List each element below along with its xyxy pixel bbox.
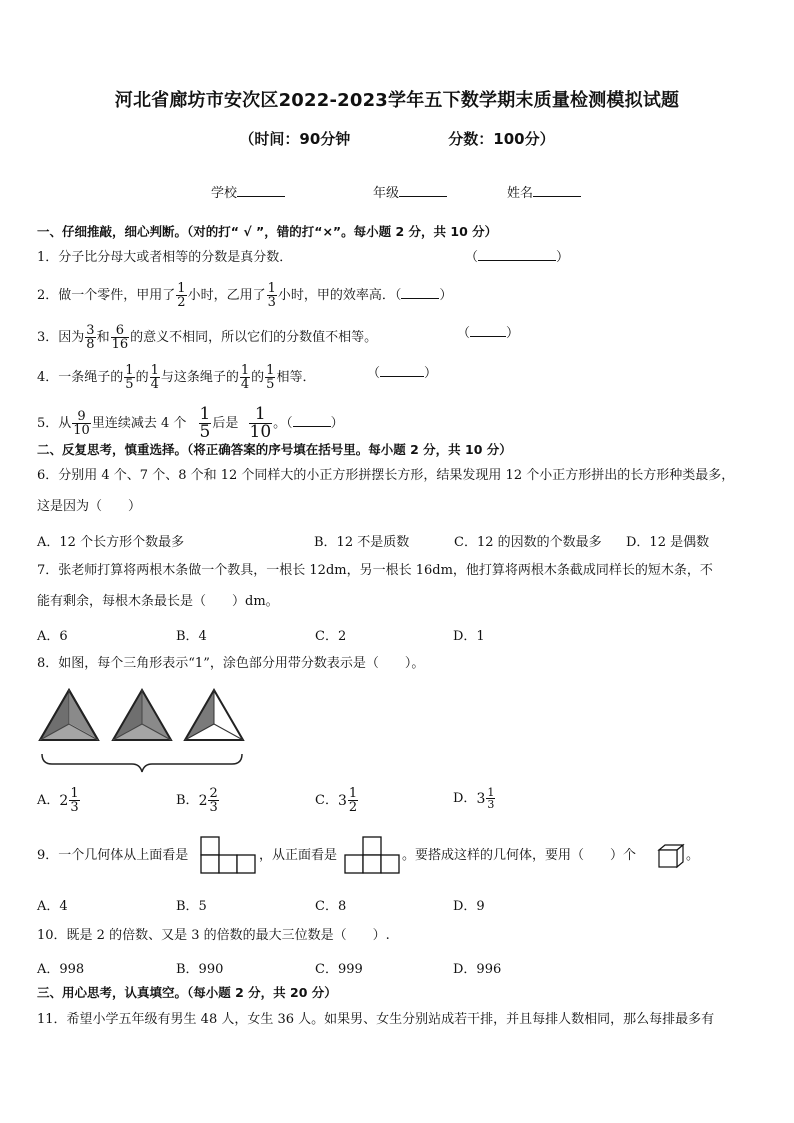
q9-option-a[interactable]: A．4 — [37, 899, 68, 914]
grade-field: 年级 — [373, 182, 447, 201]
question-4: 4．一条绳子的 $\frac{1}{5}$ 的 $\frac{1}{4}$ 与这条绳子的 $\frac{1}{4}$ 的 $\frac{1}{5}$ 相等． （ ） — [37, 363, 438, 392]
q6-option-a[interactable]: A．12 个长方形个数最多 — [37, 535, 185, 550]
q9-option-c[interactable]: C．8 — [315, 899, 347, 914]
q6-option-b[interactable]: B．12 不是质数 — [314, 535, 410, 550]
name-blank[interactable] — [533, 184, 581, 197]
q7-option-a[interactable]: A．6 — [37, 629, 68, 644]
q7-option-d[interactable]: D．1 — [453, 629, 485, 644]
brace-icon — [42, 754, 242, 772]
question-3: 3．因为 $\frac{3}{8}$ 和 $\frac{6}{16}$ 的意义不相同，所以它们的分数值不相等。 （ ） — [37, 323, 520, 352]
school-blank[interactable] — [237, 184, 285, 197]
question-11: 11．希望小学五年级有男生 48 人，女生 36 人。如果男、女生分别站成若干排，并且每排人数相同，那么每排最多有 — [37, 1012, 715, 1027]
answer-paren-4[interactable]: （ ） — [367, 366, 438, 381]
q9-option-d[interactable]: D．9 — [453, 899, 485, 914]
q10-option-b[interactable]: B．990 — [176, 962, 224, 977]
q7-option-b[interactable]: B．4 — [176, 629, 207, 644]
exam-subtitle — [0, 128, 794, 149]
section2-heading: 二、反复思考，慎重选择。（将正确答案的序号填在括号里。每小题 2 分，共 10 分） — [37, 442, 512, 457]
question-6-line2: 这是因为（ ） — [37, 499, 142, 514]
q8-option-d[interactable]: D．3 $\frac{1}{3}$ — [453, 786, 495, 811]
fraction: $\frac{1}{4}$ — [240, 363, 250, 392]
q10-option-d[interactable]: D．996 — [453, 962, 502, 977]
question-9: 9．一个几何体从上面看是 — [37, 848, 189, 863]
triangle-3 — [185, 690, 243, 740]
q10-option-c[interactable]: C．999 — [315, 962, 363, 977]
triangle-1 — [40, 690, 98, 740]
answer-blank-2[interactable] — [401, 286, 439, 299]
fraction: $\frac{3}{8}$ — [86, 323, 95, 352]
time-limit: （时间：90分钟 — [239, 130, 351, 148]
question-9-period: 。 — [686, 848, 700, 863]
grade-blank[interactable] — [399, 184, 447, 197]
q8-option-c[interactable]: C．3 $\frac{1}{2}$ — [315, 786, 358, 815]
fraction: $\frac{1}{5}$ — [199, 404, 211, 442]
school-field: 学校 — [211, 182, 285, 201]
cube-icon — [657, 843, 685, 869]
question-1: 1．分子比分母大或者相等的分数是真分数． （ ） — [37, 248, 292, 268]
answer-paren-3[interactable]: （ ） — [457, 326, 520, 341]
section3-heading: 三、用心思考，认真填空。（每小题 2 分，共 20 分） — [37, 985, 337, 1000]
q8-option-b[interactable]: B．2 $\frac{2}{3}$ — [176, 786, 218, 815]
fraction: $\frac{1}{5}$ — [266, 363, 275, 392]
q6-option-d[interactable]: D．12 是偶数 — [626, 535, 710, 550]
q10-option-a[interactable]: A．998 — [37, 962, 85, 977]
section1-heading: 一、仔细推敲，细心判断。（对的打“ √ ”，错的打“×”。每小题 2 分，共 10 分） — [37, 224, 498, 239]
fraction: $\frac{1}{4}$ — [150, 363, 159, 392]
name-field: 姓名 — [507, 182, 581, 201]
triangles-figure — [36, 684, 248, 776]
triangle-2 — [113, 690, 171, 740]
q9-option-b[interactable]: B．5 — [176, 899, 207, 914]
question-9-end: 。要搭成这样的几何体，要用（ ）个 — [402, 848, 637, 863]
question-5: 5．从 $\frac{9}{10}$ 里连续减去 4 个 $\frac{1}{5}$ 后是 $\frac{1}{10}$ 。（ ） — [37, 404, 344, 442]
question-8-line1: 8．如图，每个三角形表示“1”，涂色部分用带分数表示是（ ）。 — [37, 656, 425, 671]
q7-option-c[interactable]: C．2 — [315, 629, 347, 644]
fraction: $\frac{9}{10}$ — [73, 409, 90, 438]
front-view-figure — [344, 836, 402, 874]
exam-title: 河北省廊坊市安次区2022-2023学年五下数学期末质量检测模拟试题 — [114, 90, 680, 111]
fraction: $\frac{1}{5}$ — [125, 363, 134, 392]
q6-option-c[interactable]: C．12 的因数的个数最多 — [454, 535, 602, 550]
fraction: $\frac{1}{3}$ — [267, 281, 276, 310]
question-10: 10．既是 2 的倍数、又是 3 的倍数的最大三位数是（ ）. — [37, 928, 390, 943]
question-7-line1: 7．张老师打算将两根木条做一个教具，一根长 12dm，另一根长 16dm，他打算将两根木条截成同样长的短木条，不 — [37, 563, 713, 578]
question-9-mid: ，从正面看是 — [259, 848, 338, 863]
answer-blank-5[interactable] — [293, 414, 331, 427]
q8-option-a[interactable]: A．2 $\frac{1}{3}$ — [37, 786, 79, 815]
question-2: 2．做一个零件，甲用了 $\frac{1}{2}$ 小时，乙用了 $\frac{1}{3}$ 小时，甲的效率高．（ ） — [37, 281, 453, 310]
top-view-figure — [200, 836, 258, 874]
total-score: 分数：100分） — [448, 130, 555, 148]
answer-paren-1[interactable]: （ ） — [465, 250, 570, 265]
question-7-line2: 能有剩余，每根木条最长是（ ）dm。 — [37, 594, 279, 609]
question-6-line1: 6．分别用 4 个、7 个、8 个和 12 个同样大的小正方形拼摆长方形，结果发现用 12 个小正方形拼出的长方形种类最多， — [37, 468, 735, 483]
fraction: $\frac{1}{2}$ — [177, 281, 186, 310]
fraction: $\frac{6}{16}$ — [111, 323, 129, 352]
fraction: $\frac{1}{10}$ — [249, 404, 272, 442]
